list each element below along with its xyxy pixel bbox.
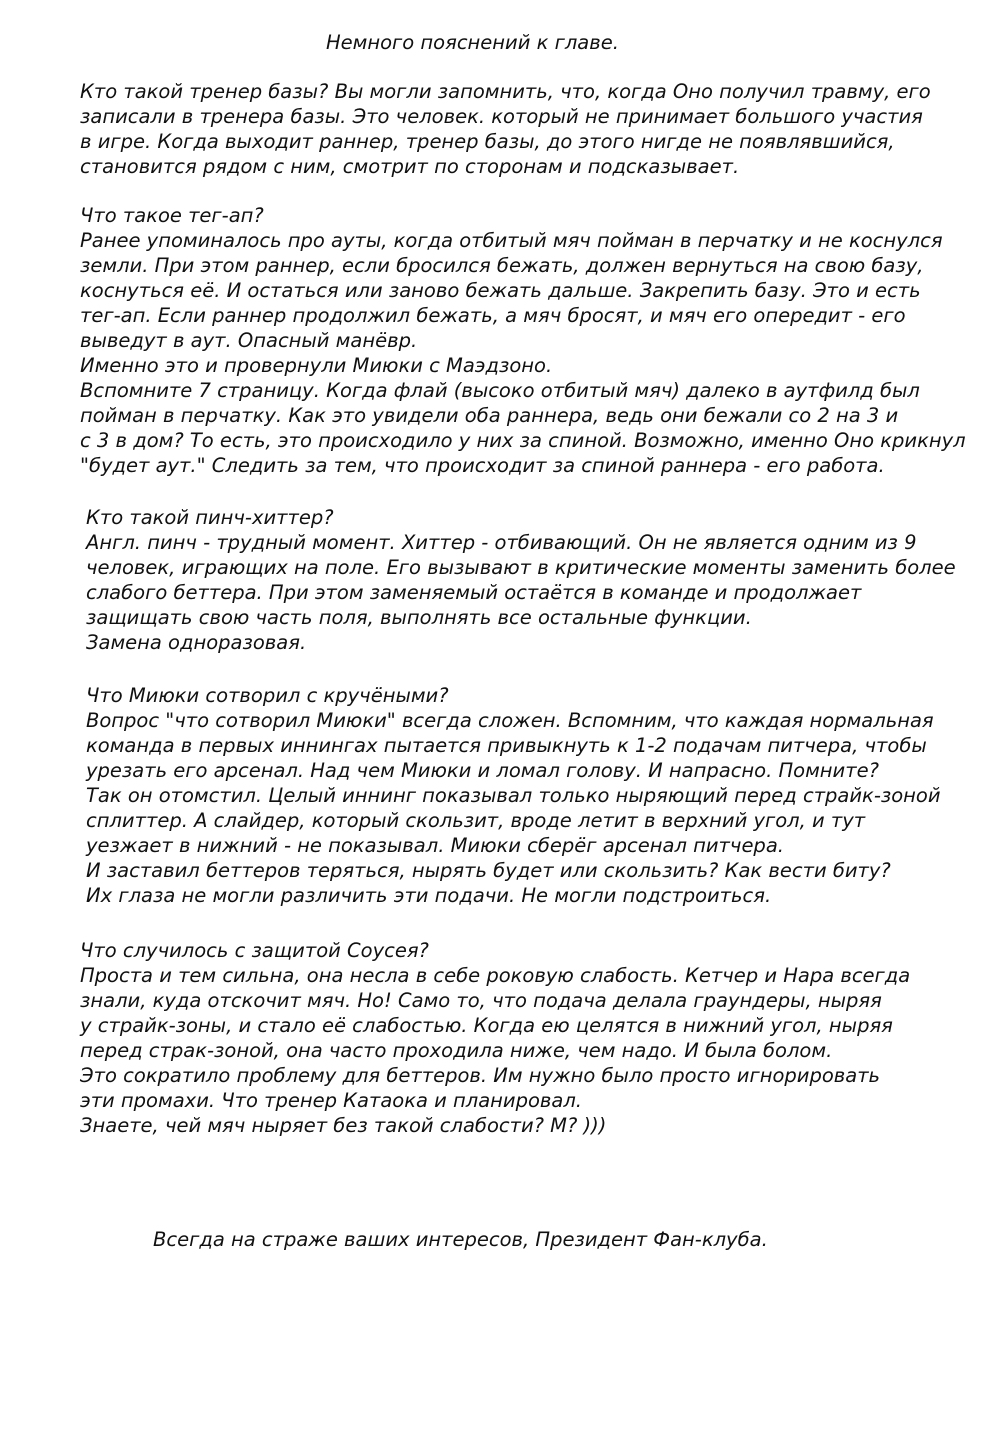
section-2-line: выведут в аут. Опасный манёвр. — [80, 329, 418, 352]
section-4-line: команда в первых иннингах пытается привыкнуть к 1-2 подачам питчера, чтобы — [86, 734, 927, 757]
section-5-line: Это сократило проблему для беттеров. Им нужно было просто игнорировать — [80, 1064, 881, 1087]
section-5-line: Проста и тем сильна, она несла в себе роковую слабость. Кетчер и Нара всегда — [80, 964, 911, 987]
section-3-question: Кто такой пинч-хиттер? — [86, 506, 334, 529]
section-2-line: тег-ап. Если раннер продолжил бежать, а мяч бросят, и мяч его опередит - его — [80, 304, 906, 327]
section-5-line: у страйк-зоны, и стало её слабостью. Когда ею целятся в нижний угол, ныряя — [80, 1014, 893, 1037]
section-4-line: урезать его арсенал. Над чем Миюки и ломал голову. И напрасно. Помните? — [86, 759, 879, 782]
section-3-line: защищать свою часть поля, выполнять все остальные функции. — [86, 606, 752, 629]
section-4-line: сплиттер. А слайдер, который скользит, вроде летит в верхний угол, и тут — [86, 809, 866, 832]
section-5-question: Что случилось с защитой Соусея? — [80, 939, 429, 962]
section-5-line: Знаете, чей мяч ныряет без такой слабости? М? ))) — [80, 1114, 607, 1137]
section-2-line: Именно это и провернули Миюки с Маэдзоно. — [80, 354, 553, 377]
section-4-line: уезжает в нижний - не показывал. Миюки сберёг арсенал питчера. — [86, 834, 784, 857]
section-2-line: земли. При этом раннер, если бросился бежать, должен вернуться на свою базу, — [80, 254, 924, 277]
section-1-line: в игре. Когда выходит раннер, тренер базы, до этого нигде не появлявшийся, — [80, 130, 895, 153]
section-2-question: Что такое тег-ап? — [80, 204, 264, 227]
section-2-line: пойман в перчатку. Как это увидели оба раннера, ведь они бежали со 2 на 3 и — [80, 404, 899, 427]
section-1-line: записали в тренера базы. Это человек. который не принимает большого участия — [80, 105, 923, 128]
section-4-line: Вопрос "что сотворил Миюки" всегда сложен. Вспомним, что каждая нормальная — [86, 709, 934, 732]
section-3-line: Англ. пинч - трудный момент. Хиттер - отбивающий. Он не является одним из 9 — [86, 531, 917, 554]
section-2-line: "будет аут." Следить за тем, что происходит за спиной раннера - его работа. — [80, 454, 885, 477]
section-4-line: Так он отомстил. Целый иннинг показывал только ныряющий перед страйк-зоной — [86, 784, 941, 807]
section-2-line: Ранее упоминалось про ауты, когда отбитый мяч пойман в перчатку и не коснулся — [80, 229, 943, 252]
section-4-question: Что Миюки сотворил с кручёными? — [86, 684, 449, 707]
section-4-line: И заставил беттеров теряться, нырять будет или скользить? Как вести биту? — [86, 859, 891, 882]
section-2-line: Вспомните 7 страницу. Когда флай (высоко отбитый мяч) далеко в аутфилд был — [80, 379, 920, 402]
section-3-line: слабого беттера. При этом заменяемый остаётся в команде и продолжает — [86, 581, 862, 604]
section-1-question: Кто такой тренер базы? Вы могли запомнить, что, когда Оно получил травму, его — [80, 80, 931, 103]
page-title: Немного пояснений к главе. — [326, 31, 619, 54]
section-3-line: Замена одноразовая. — [86, 631, 307, 654]
section-3-line: человек, играющих на поле. Его вызывают в критические моменты заменить более — [86, 556, 956, 579]
section-4-line: Их глаза не могли различить эти подачи. Не могли подстроиться. — [86, 884, 772, 907]
section-2-line: коснуться её. И остаться или заново бежать дальше. Закрепить базу. Это и есть — [80, 279, 921, 302]
section-1-line: становится рядом с ним, смотрит по сторонам и подсказывает. — [80, 155, 740, 178]
section-5-line: перед страк-зоной, она часто проходила ниже, чем надо. И была болом. — [80, 1039, 833, 1062]
section-5-line: эти промахи. Что тренер Катаока и планировал. — [80, 1089, 583, 1112]
section-5-line: знали, куда отскочит мяч. Но! Само то, что подача делала граундеры, ныряя — [80, 989, 882, 1012]
section-2-line: с 3 в дом? То есть, это происходило у них за спиной. Возможно, именно Оно крикнул — [80, 429, 966, 452]
signature: Всегда на страже ваших интересов, Президент Фан-клуба. — [153, 1228, 768, 1251]
